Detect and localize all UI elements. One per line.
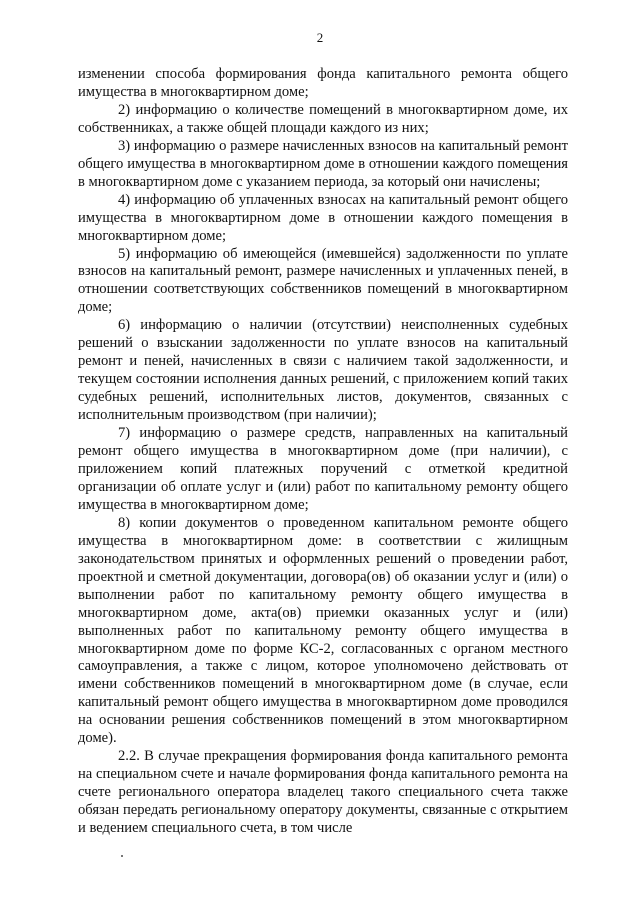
paragraph-item-3: 3) информацию о размере начисленных взносов на капитальный ремонт общего имущества в многоквартирном доме в отношении каждого помещения в многоквартирном доме с указанием периода, за который они начислены; (78, 137, 568, 190)
page-number: 2 (316, 30, 324, 45)
paragraph-continuation: изменении способа формирования фонда капитального ремонта общего имущества в многоквартирном доме; (78, 66, 568, 100)
paragraph-item-4: 4) информацию об уплаченных взносах на капитальный ремонт общего имущества в многоквартирном доме в отношении каждого помещения в многоквартирном доме; (78, 191, 568, 244)
paragraph-item-5: 5) информацию об имеющейся (имевшейся) задолженности по уплате взносов на капитальный ремонт, размере начисленных и уплаченных пеней, в отношении соответствующих собственников помещений в многоквартирном доме; (78, 245, 568, 316)
paragraph-item-6: 6) информацию о наличии (отсутствии) неисполненных судебных решений о взыскании задолженности по уплате взносов на капитальный ремонт и пеней, начисленных в связи с наличием такой задолженности, и текущем состоянии исполнения данных решений, с приложением копий таких судебных решений, исполнительных листов, документов, связанных с исполнительным производством (при наличии); (78, 317, 568, 424)
paragraph-item-8: 8) копии документов о проведенном капитальном ремонте общего имущества в многоквартирном доме: в соответствии с жилищным законодательством принятых и оформленных решений о проведении работ, проектной и сметной документации, договора(ов) об оказании услуг и (или) о выполнении работ по капитальному ремонту общего имущества в многоквартирном доме, акта(ов) приемки оказанных услуг и (или) выполненных работ по капитальному ремонту общего имущества в многоквартирном доме по форме КС-2, согласованных с органом местного самоуправления, а также с лицом, которое уполномочено действовать от имени собственников помещений в многоквартирном доме (в случае, если капитальный ремонт общего имущества в многоквартирном доме проводился на основании решения собственников помещений в этом многоквартирном доме). (78, 514, 568, 747)
paragraph-section-2-2: 2.2. В случае прекращения формирования фонда капитального ремонта на специальном счете и начале формирования фонда капитального ремонта на счете регионального оператора владелец такого специального счета также обязан передать региональному оператору документы, связанные с открытием и ведением специального счета, в том числе (78, 748, 568, 837)
scan-speck (121, 855, 123, 857)
paragraph-item-7: 7) информацию о размере средств, направленных на капитальный ремонт общего имущества в многоквартирном доме (при наличии), с приложением копий платежных поручений с отметкой кредитной организации об оплате услуг и (или) работ по капитальному ремонту общего имущества в многоквартирном доме; (78, 425, 568, 513)
document-body (78, 66, 568, 838)
paragraph-item-2: 2) информацию о количестве помещений в многоквартирном доме, их собственниках, а также общей площади каждого из них; (78, 101, 568, 136)
